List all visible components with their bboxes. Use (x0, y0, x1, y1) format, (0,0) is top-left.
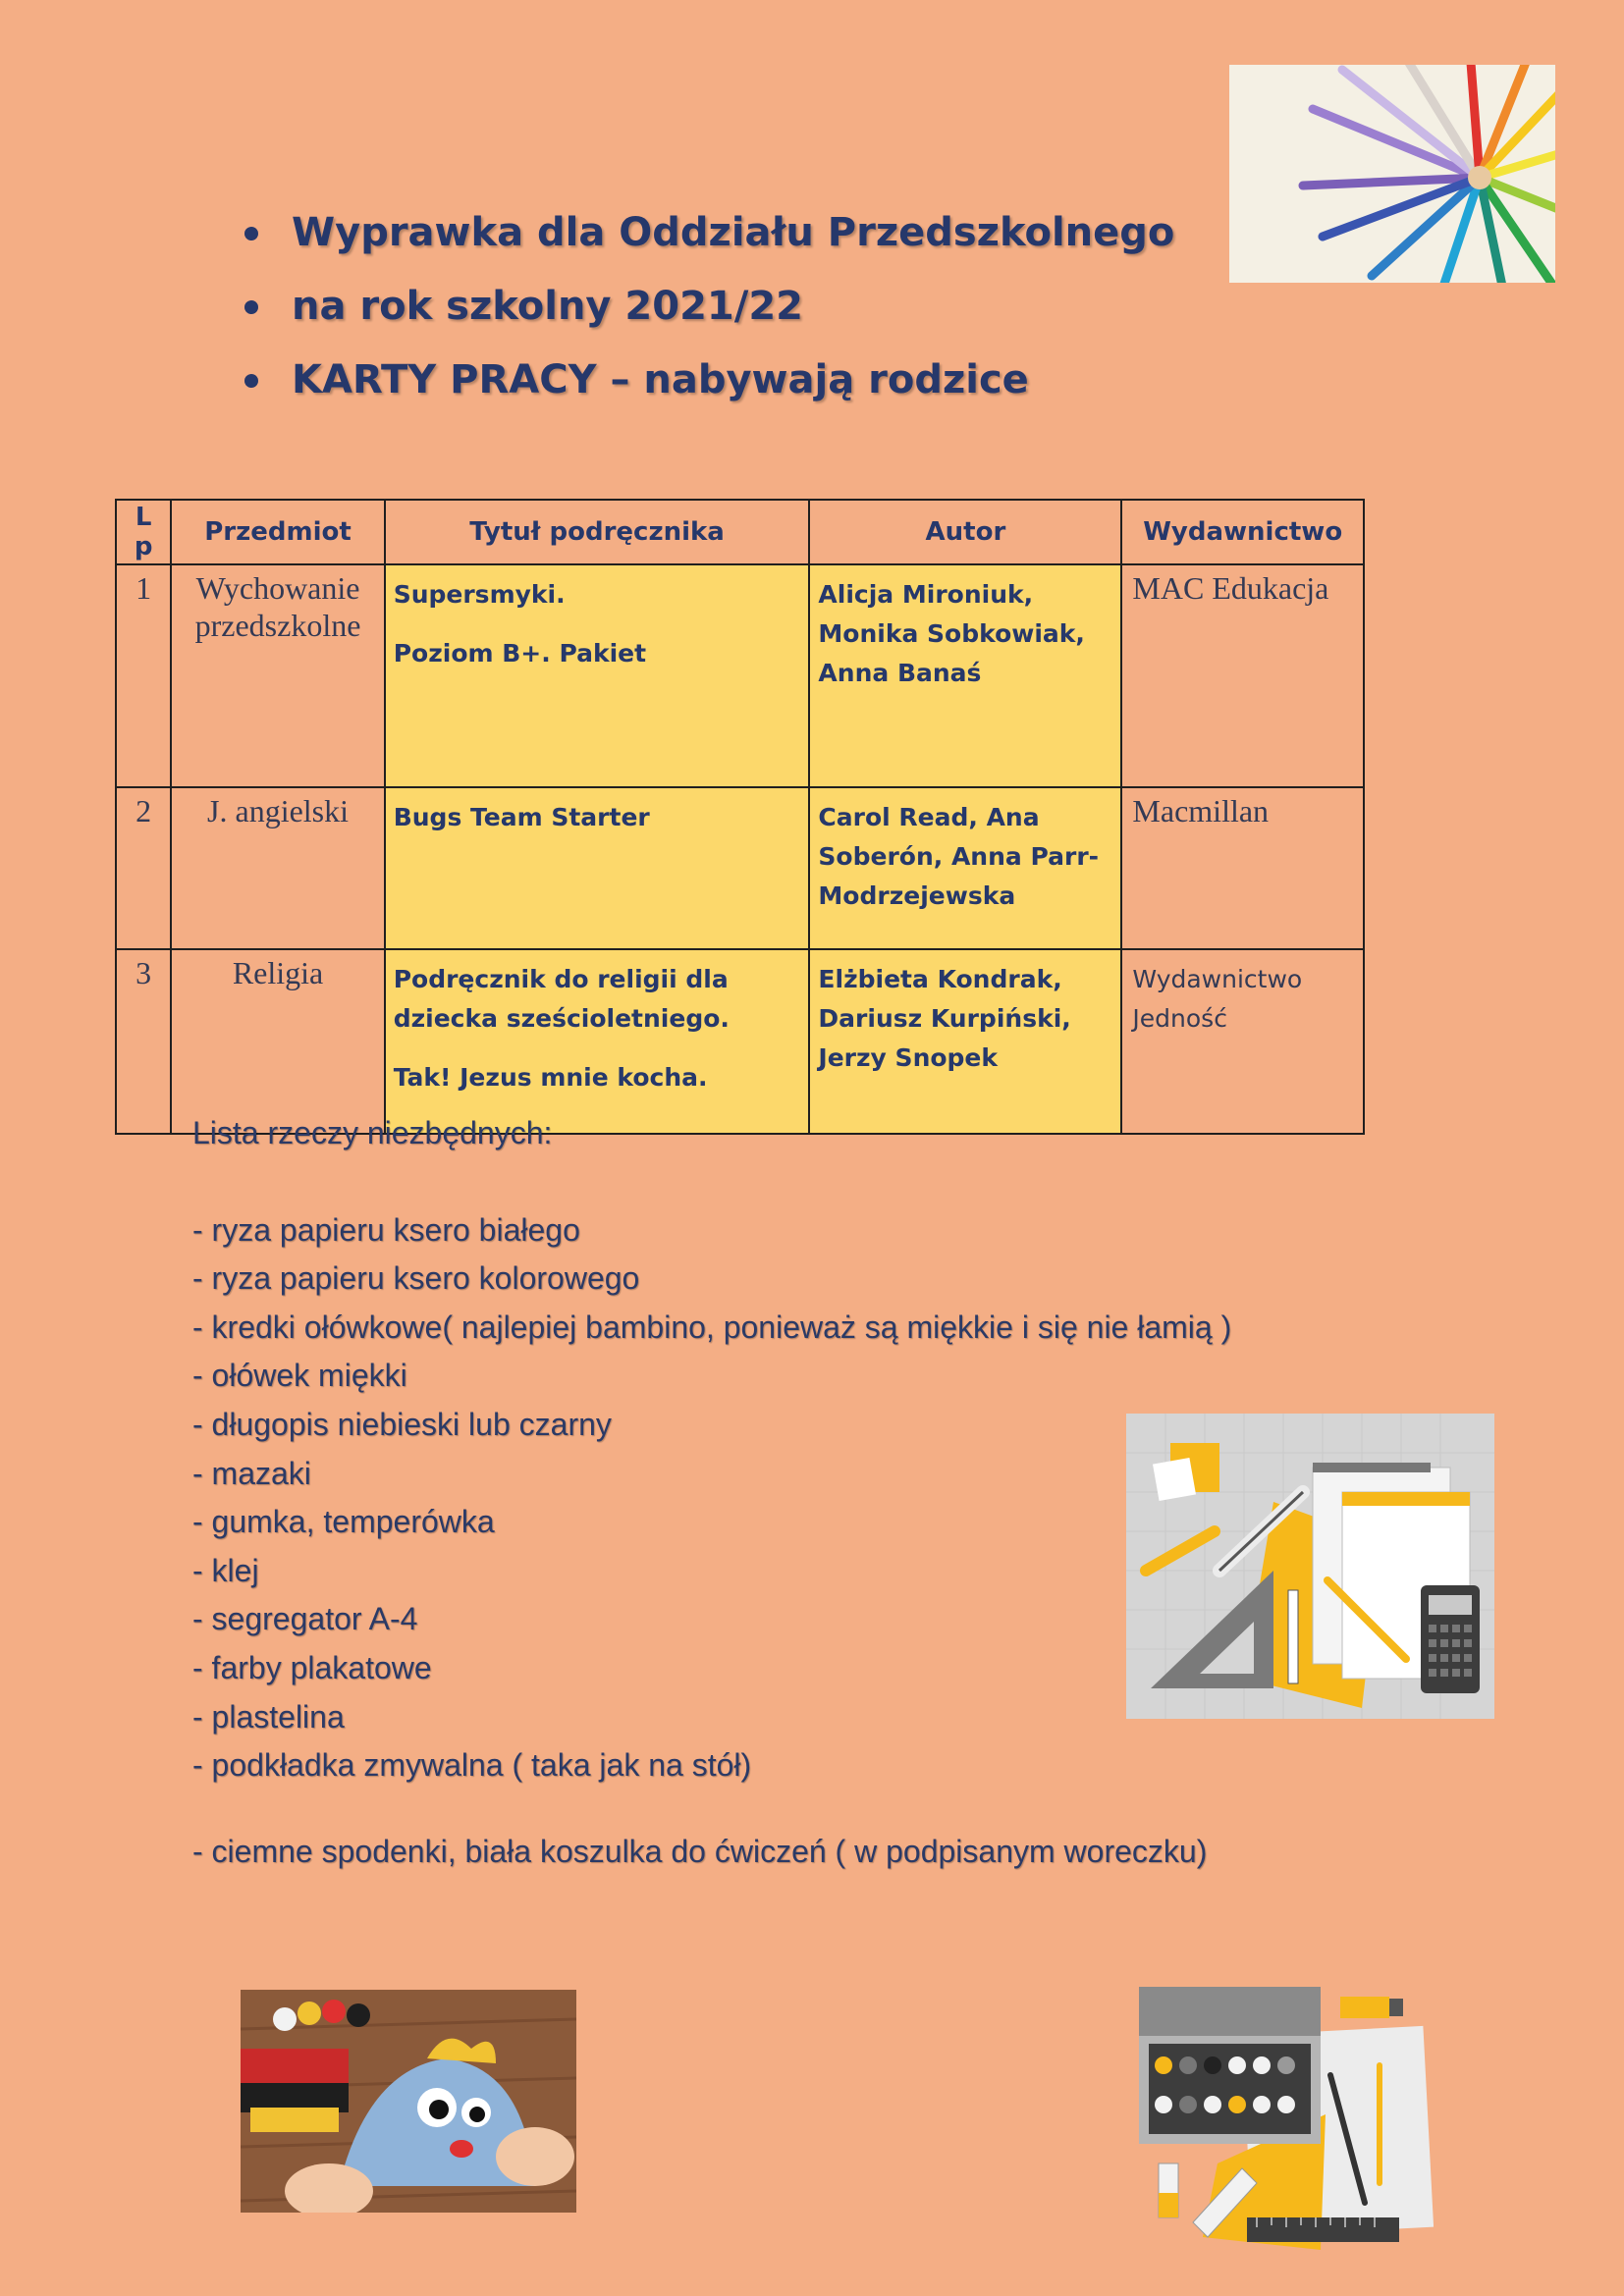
subject-cell: Wychowanie przedszkolne (171, 564, 384, 787)
list-item: - farby plakatowe (192, 1649, 432, 1685)
list-item: - ryza papieru ksero białego (192, 1211, 580, 1248)
column-header: L p (116, 500, 171, 564)
author-cell: Alicja Mironiuk, Monika Sobkowiak, Anna Banaś (809, 564, 1121, 787)
row-number: 2 (116, 787, 171, 949)
list-item: - podkładka zmywalna ( taka jak na stół) (192, 1747, 752, 1784)
title-line: Tak! Jezus mnie kocha. (393, 1063, 708, 1092)
column-header: Tytuł podręcznika (385, 500, 810, 564)
heading-line: na rok szkolny 2021/22 (241, 270, 1174, 344)
list-item: - kredki ołówkowe( najlepiej bambino, ponieważ są miękkie i się nie łamią ) (192, 1308, 1232, 1345)
publisher-cell: Wydawnictwo Jedność (1121, 949, 1364, 1134)
list-item: - ołówek miękki (192, 1358, 407, 1394)
column-header: Autor (809, 500, 1121, 564)
list-item-extra: - ciemne spodenki, biała koszulka do ćwiczeń ( w podpisanym woreczku) (192, 1833, 1208, 1869)
heading-line: KARTY PRACY – nabywają rodzice (241, 344, 1174, 417)
list-item: - plastelina (192, 1698, 345, 1735)
heading-line: Wyprawka dla Oddziału Przedszkolnego (241, 196, 1174, 270)
row-number: 1 (116, 564, 171, 787)
heading-list (241, 196, 1174, 417)
publisher-cell: MAC Edukacja (1121, 564, 1364, 787)
title-line: Poziom B+. Pakiet (393, 639, 647, 667)
table-header-row (116, 500, 1364, 564)
author-cell: Carol Read, Ana Soberón, Anna Parr-Modrzejewska (809, 787, 1121, 949)
publisher-cell: Macmillan (1121, 787, 1364, 949)
table-row (116, 564, 1364, 787)
list-item: - ryza papieru ksero kolorowego (192, 1260, 640, 1297)
table-row (116, 949, 1364, 1134)
column-header: Wydawnictwo (1121, 500, 1364, 564)
subject-cell: Religia (171, 949, 384, 1134)
list-item: - długopis niebieski lub czarny (192, 1406, 612, 1442)
textbook-table (115, 499, 1365, 1135)
list-item: - klej (192, 1552, 259, 1588)
list-item: - gumka, temperówka (192, 1504, 495, 1540)
colored-pencils-image (1229, 65, 1555, 283)
felt-craft-photo (241, 1990, 576, 2213)
column-header: Przedmiot (171, 500, 384, 564)
list-item: - segregator A-4 (192, 1601, 418, 1637)
supplies-title: Lista rzeczy niezbędnych: (192, 1115, 553, 1150)
title-cell (385, 949, 810, 1134)
title-cell (385, 564, 810, 787)
list-item: - mazaki (192, 1455, 311, 1491)
title-cell (385, 787, 810, 949)
table-row (116, 787, 1364, 949)
subject-cell: J. angielski (171, 787, 384, 949)
row-number: 3 (116, 949, 171, 1134)
stationery-illustration (1126, 1414, 1494, 1719)
author-cell: Elżbieta Kondrak, Dariusz Kurpiński, Jerzy Snopek (809, 949, 1121, 1134)
paints-illustration (1134, 1987, 1434, 2250)
title-line: Bugs Team Starter (393, 803, 650, 831)
title-line: Podręcznik do religii dla dziecka sześcioletniego. (393, 965, 730, 1033)
title-line: Supersmyki. (393, 580, 566, 609)
